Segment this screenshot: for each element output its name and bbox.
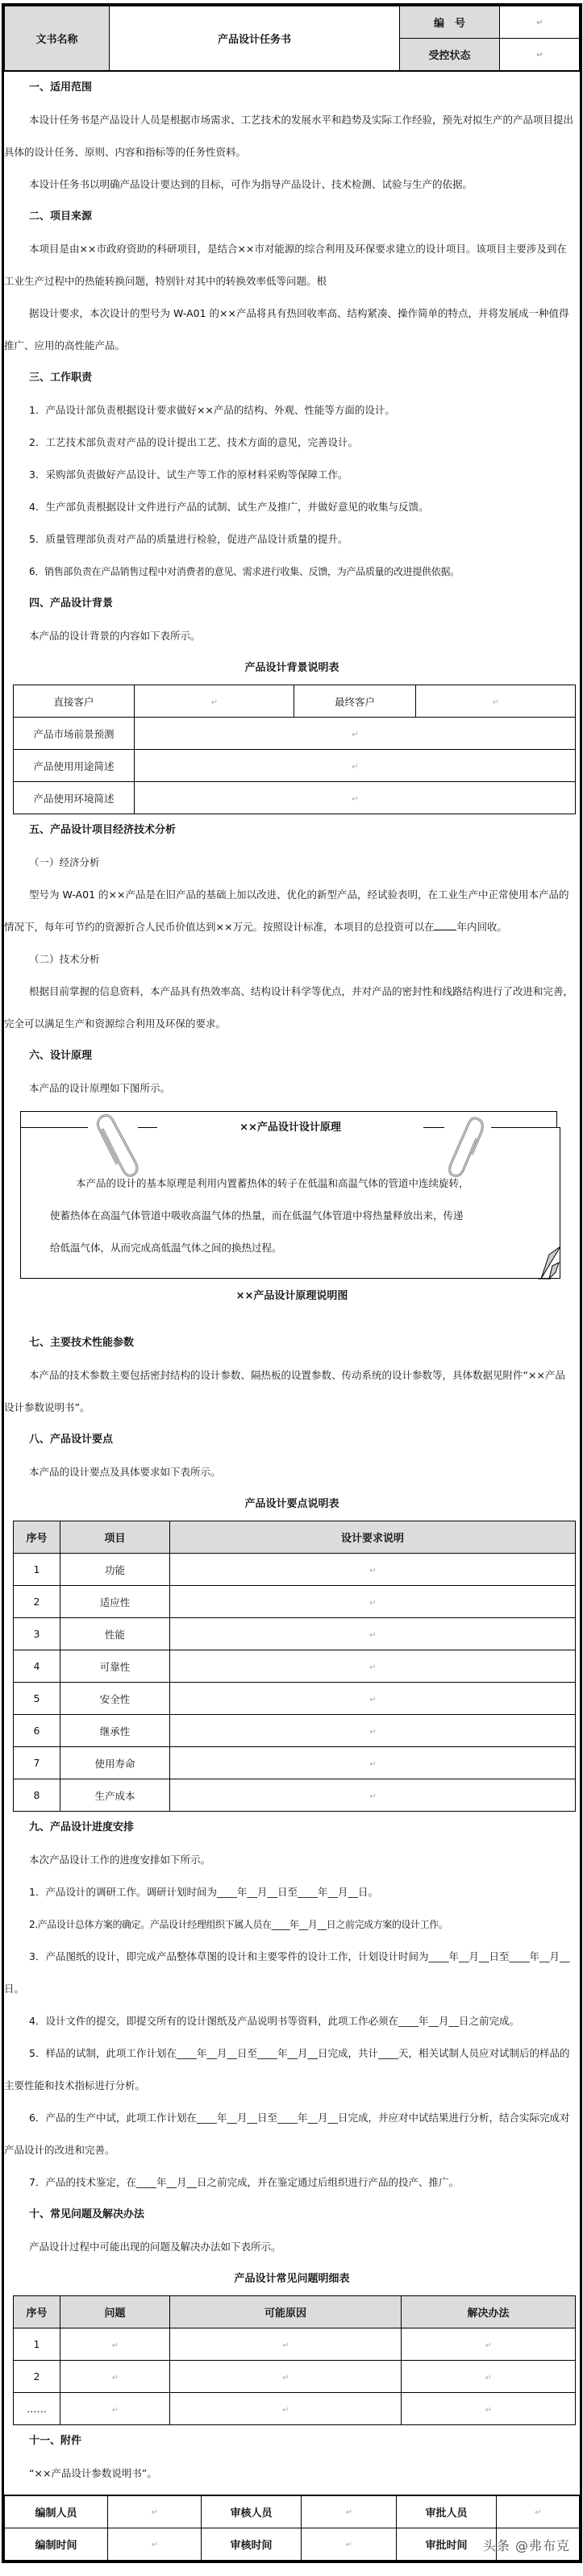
column-header: 序号	[14, 1521, 60, 1554]
payback-years-blank[interactable]	[434, 919, 456, 930]
row-description[interactable]: ↵	[170, 1747, 576, 1779]
paragraph-mark-icon: ↵	[352, 763, 359, 772]
row-item: 使用寿命	[60, 1747, 170, 1779]
section-title-background: 四、产品设计背景	[29, 597, 114, 610]
table-row	[14, 782, 576, 814]
usage-environment-value[interactable]	[135, 782, 576, 814]
row-description[interactable]: ↵	[170, 1586, 576, 1618]
principle-box-title: ××产品设计设计原理	[157, 1117, 423, 1138]
direct-customer-label: 直接客户	[14, 685, 135, 718]
table-header-row	[14, 1521, 576, 1554]
row-number: 8	[14, 1779, 60, 1812]
row-description[interactable]: ↵	[170, 1779, 576, 1812]
usage-purpose-label: 产品使用用途简述	[14, 750, 135, 782]
row-item: 生产成本	[60, 1779, 170, 1812]
paragraph-mark-icon: ↵	[536, 19, 543, 27]
technical-analysis-paragraph: 根据目前掌握的信息资料，本产品具有热效率高、结构设计科学等优点，并对产品的密封性和线路结构进行了改进和完善，完全可以满足生产和资源综合利用及环保的要求。	[4, 985, 574, 1030]
row-cause[interactable]: ↵	[170, 2361, 402, 2393]
watermark: 头条 @弗布克	[482, 2538, 570, 2553]
reviewed-by-label: 审核人员	[202, 2496, 302, 2528]
table-row	[14, 2393, 576, 2425]
row-item: 适应性	[60, 1586, 170, 1618]
table-row	[14, 750, 576, 782]
schedule-item-1: 1．产品设计的调研工作。调研计划时间为____年__月__日至____年__月__日。	[29, 1886, 378, 1898]
row-item: 继承性	[60, 1715, 170, 1747]
faq-table-caption: 产品设计常见问题明细表	[234, 2273, 350, 2285]
usage-purpose-value[interactable]	[135, 750, 576, 782]
section-title-principle: 六、设计原理	[29, 1050, 93, 1062]
schedule-item-5: 5．样品的试制，此项工作计划在____年__月__日至____年__月__日完成，共计____天，相关试制人员应对试制后的样品的主要性能和技术指标进行分析。	[4, 2047, 570, 2091]
principle-text: 本产品的设计的基本原理是利用内置蓄热体的转子在低温和高温气体的管道中连续旋转， 使蓄热体在高温气体管道中吸收高温气体的热量，而在低温气体管道中将热量释放出来，传递 给低温气体，从而完成高低温气体之间的换热过程。	[50, 1177, 469, 1254]
column-header: 解决办法	[402, 2296, 576, 2328]
row-description[interactable]: ↵	[170, 1618, 576, 1650]
row-number: 2	[14, 2361, 60, 2393]
table-row	[14, 1683, 576, 1715]
key-points-intro: 本产品的设计要点及具体要求如下表所示。	[29, 1466, 221, 1478]
duty-item-4: 4．生产部负责根据设计文件进行产品的试制、试生产及推广，并做好意见的收集与反馈。	[29, 501, 429, 513]
key-points-table-caption: 产品设计要点说明表	[244, 1498, 339, 1510]
section-title-schedule: 九、产品设计进度安排	[29, 1821, 135, 1833]
schedule-item-7: 7．产品的技术鉴定，在____年__月__日之前完成，并在鉴定通过后组织进行产品的投产、推广。	[29, 2176, 459, 2188]
scope-paragraph-2: 本设计任务书以明确产品设计要达到的目标，可作为指导产品设计、技术检测、试验与生产的依据。	[29, 178, 473, 190]
table-row	[14, 1586, 576, 1618]
paperclip-icon	[85, 1114, 141, 1179]
section-title-key-points: 八、产品设计要点	[29, 1434, 114, 1446]
principle-diagram	[4, 1111, 580, 1327]
faq-table	[13, 2295, 576, 2425]
background-table	[13, 685, 576, 814]
approved-by-value[interactable]: ↵	[497, 2496, 580, 2528]
parameters-paragraph: 本产品的技术参数主要包括密封结构的设计参数、隔热板的设置参数、传动系统的设计参数等，具体数据见附件“××产品设计参数说明书”。	[4, 1369, 565, 1413]
section-title-faq: 十、常见问题及解决办法	[29, 2208, 145, 2220]
row-description[interactable]: ↵	[170, 1715, 576, 1747]
row-number: 7	[14, 1747, 60, 1779]
attachment-item: “××产品设计参数说明书”。	[29, 2467, 157, 2479]
document	[2, 3, 582, 2563]
doc-number-label: 编 号	[400, 6, 500, 39]
schedule-item-3: 3．产品图纸的设计，即完成产品整体草图的设计和主要零件的设计工作，计划设计时间为____年__月__日至____年__月__日。	[4, 1950, 570, 1995]
page-curl-icon	[538, 1240, 567, 1280]
source-paragraph-2: 据设计要求，本次设计的型号为 W-A01 的××产品将具有热回收率高、结构紧凑、操作简单的特点，并将发展成一种值得推广、应用的高性能产品。	[4, 307, 569, 352]
schedule-item-6: 6．产品的生产中试，此项工作计划在____年__月__日至____年__月__日完成，并应对中试结果进行分析，结合实际完成对产品设计的改进和完善。	[4, 2112, 570, 2156]
paperclip-icon	[439, 1114, 488, 1179]
background-table-caption: 产品设计背景说明表	[244, 662, 339, 674]
column-header: 设计要求说明	[170, 1521, 576, 1554]
prepared-by-value[interactable]: ↵	[108, 2496, 202, 2528]
doc-name-label: 文书名称	[5, 6, 110, 71]
table-row	[14, 1715, 576, 1747]
row-number: 2	[14, 1586, 60, 1618]
row-item: 性能	[60, 1618, 170, 1650]
section-title-analysis: 五、产品设计项目经济技术分析	[29, 824, 177, 836]
final-customer-label: 最终客户	[294, 685, 416, 718]
row-number: 1	[14, 2328, 60, 2361]
table-row	[14, 2361, 576, 2393]
table-row	[14, 1554, 576, 1586]
paragraph-mark-icon: ↵	[492, 698, 500, 707]
principle-figure-caption: ××产品设计原理说明图	[235, 1290, 348, 1302]
control-status-label: 受控状态	[400, 39, 500, 71]
column-header: 项目	[60, 1521, 170, 1554]
table-row	[14, 718, 576, 750]
doc-name-value: 产品设计任务书	[110, 6, 400, 71]
table-row	[14, 1779, 576, 1812]
duty-item-6: 6．销售部负责在产品销售过程中对消费者的意见、需求进行收集、反馈，为产品质量的改进提供依据。	[29, 566, 460, 577]
schedule-item-2: 2.产品设计总体方案的确定。产品设计经理组织下属人员在____年__月__日之前完成方案的设计工作。	[29, 1919, 448, 1930]
row-number: 4	[14, 1650, 60, 1683]
paragraph-mark-icon: ↵	[210, 698, 219, 707]
technical-analysis-title: （二）技术分析	[29, 953, 100, 965]
section-title-source: 二、项目来源	[29, 210, 93, 223]
duty-item-1: 1．产品设计部负责根据设计要求做好××产品的结构、外观、性能等方面的设计。	[29, 404, 395, 416]
section-title-scope: 一、适用范围	[29, 81, 93, 94]
final-customer-value[interactable]	[416, 685, 576, 718]
prepared-time-label: 编制时间	[5, 2528, 108, 2561]
row-item: 安全性	[60, 1683, 170, 1715]
table-row	[14, 685, 576, 718]
row-description[interactable]: ↵	[170, 1554, 576, 1586]
table-row	[5, 2496, 580, 2528]
duty-item-2: 2．工艺技术部负责对产品的设计提出工艺、技术方面的意见，完善设计。	[29, 436, 358, 448]
economic-analysis-title: （一）经济分析	[29, 856, 100, 868]
table-header-row	[14, 2296, 576, 2328]
row-problem[interactable]: ↵	[60, 2328, 170, 2361]
row-cause[interactable]: ↵	[170, 2393, 402, 2425]
background-intro: 本产品的设计背景的内容如下表所示。	[29, 630, 201, 642]
reviewed-by-value[interactable]: ↵	[302, 2496, 397, 2528]
paragraph-mark-icon: ↵	[352, 730, 359, 739]
row-item: 功能	[60, 1554, 170, 1586]
row-problem[interactable]: ↵	[60, 2393, 170, 2425]
row-cause[interactable]: ↵	[170, 2328, 402, 2361]
row-description[interactable]: ↵	[170, 1683, 576, 1715]
approved-time-label: 审批时间	[397, 2528, 497, 2561]
signoff-block	[4, 2495, 580, 2561]
direct-customer-value[interactable]	[135, 685, 294, 718]
duty-item-5: 5．质量管理部负责对产品的质量进行检验，促进产品设计质量的提升。	[29, 533, 348, 545]
faq-intro: 产品设计过程中可能出现的问题及解决办法如下表所示。	[29, 2241, 281, 2253]
economic-analysis-paragraph: 型号为 W-A01 的××产品是在旧产品的基础上加以改进、优化的新型产品，经试验表明，在工业生产中正常使用本产品的情况下，每年可节约的资源折合人民币价值达到××万元。按照设计标准，本项目的总投资可以在 年内回收。	[4, 888, 569, 933]
row-solution[interactable]: ↵	[402, 2393, 576, 2425]
document-body	[4, 71, 580, 2495]
row-number: ……	[14, 2393, 60, 2425]
scope-paragraph-1: 本设计任务书是产品设计人员是根据市场需求、工艺技术的发展水平和趋势及实际工作经验，预先对拟生产的产品项目提出具体的设计任务、原则、内容和指标等的任务性资料。	[4, 114, 574, 158]
column-header: 可能原因	[170, 2296, 402, 2328]
row-number: 3	[14, 1618, 60, 1650]
row-number: 5	[14, 1683, 60, 1715]
market-forecast-label: 产品市场前景预测	[14, 718, 135, 750]
paragraph-mark-icon: ↵	[352, 795, 359, 804]
doc-number-value[interactable]	[500, 6, 580, 39]
table-row	[14, 2328, 576, 2361]
reviewed-time-value[interactable]: ↵	[302, 2528, 397, 2561]
prepared-by-label: 编制人员	[5, 2496, 108, 2528]
paragraph-mark-icon: ↵	[536, 51, 543, 60]
column-header: 问题	[60, 2296, 170, 2328]
duty-item-3: 3．采购部负责做好产品设计、试生产等工作的原材料采购等保障工作。	[29, 468, 348, 481]
table-row	[14, 1747, 576, 1779]
section-title-duties: 三、工作职责	[29, 372, 93, 384]
approved-by-label: 审批人员	[397, 2496, 497, 2528]
row-problem[interactable]: ↵	[60, 2361, 170, 2393]
document-header-table	[4, 6, 580, 71]
section-title-parameters: 七、主要技术性能参数	[29, 1337, 135, 1349]
control-status-value[interactable]	[500, 39, 580, 71]
table-row	[14, 1618, 576, 1650]
section-title-attachments: 十一、附件	[29, 2435, 82, 2447]
key-points-table	[13, 1521, 576, 1812]
prepared-time-value[interactable]: ↵	[108, 2528, 202, 2561]
usage-environment-label: 产品使用环境简述	[14, 782, 135, 814]
reviewed-time-label: 审核时间	[202, 2528, 302, 2561]
table-row	[14, 1650, 576, 1683]
principle-intro: 本产品的设计原理如下图所示。	[29, 1082, 171, 1094]
column-header: 序号	[14, 2296, 60, 2328]
source-paragraph-1: 本项目是由××市政府资助的科研项目，是结合××市对能源的综合利用及环保要求建立的设计项目。该项目主要涉及到在工业生产过程中的热能转换问题，特别针对其中的转换效率低等问题。根	[4, 243, 567, 287]
row-number: 1	[14, 1554, 60, 1586]
row-solution[interactable]: ↵	[402, 2328, 576, 2361]
row-description[interactable]: ↵	[170, 1650, 576, 1683]
market-forecast-value[interactable]	[135, 718, 576, 750]
row-solution[interactable]: ↵	[402, 2361, 576, 2393]
row-number: 6	[14, 1715, 60, 1747]
schedule-intro: 本次产品设计工作的进度安排如下所示。	[29, 1854, 211, 1866]
row-item: 可靠性	[60, 1650, 170, 1683]
schedule-item-4: 4．设计文件的提交，即提交所有的设计图纸及产品说明书等资料，此项工作必须在____年__月__日之前完成。	[29, 2015, 519, 2027]
